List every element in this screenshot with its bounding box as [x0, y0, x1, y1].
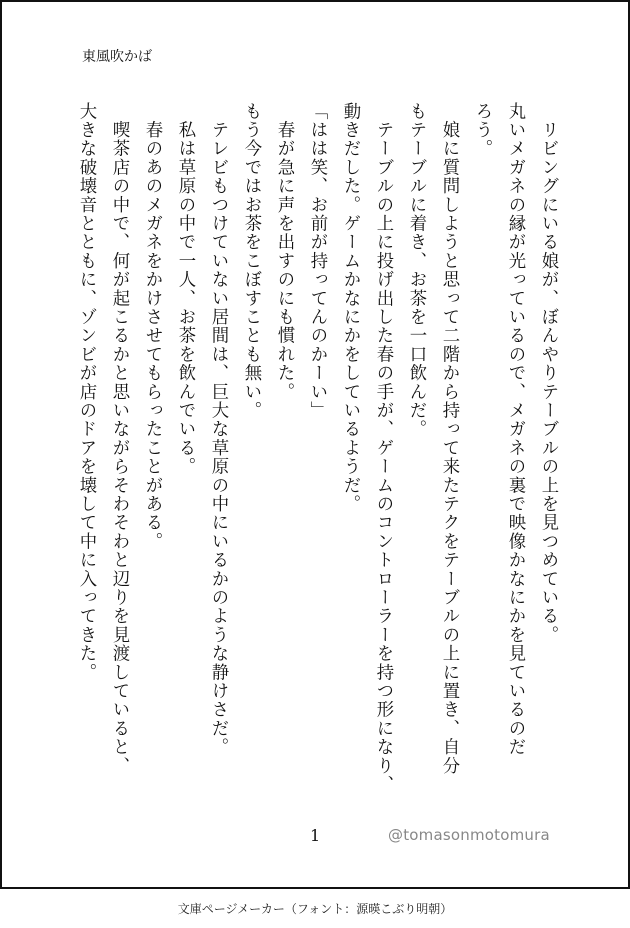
story-title: 東風吹かば: [82, 49, 152, 65]
text-line-6: テーブルの上に投げ出した春の手が、ゲームのコントローラーを持つ形になり、: [373, 102, 393, 794]
text-line-11: テレビもつけていない居間は、巨大な草原の中にいるかのような静けさだ。: [208, 102, 228, 757]
text-line-9: 春が急に声を出すのにも慣れた。: [274, 102, 294, 402]
text-line-4: 娘に質問しようと思って二階から持って来たテクをテーブルの上に置き、自分: [439, 102, 459, 776]
text-line-15: 大きな破壊音とともに、ゾンビが店のドアを壊して中に入ってきた。: [76, 102, 96, 682]
text-line-10: もう今ではお茶をこぼすことも無い。: [241, 102, 261, 420]
footer-credit: 文庫ページメーカー（フォント：源暎こぶり明朝）: [177, 902, 453, 916]
text-line-14: 喫茶店の中で、何が起こるかと思いながらそわそわと辺りを見渡していると、: [109, 102, 129, 776]
vertical-text-body: [76, 102, 566, 792]
author-handle: @tomasonmotomura: [388, 826, 550, 844]
page-number: 1: [310, 826, 321, 845]
text-line-12: 私は草原の中で一人、お茶を飲んでいる。: [175, 102, 195, 476]
text-line-8: 「はは笑、お前が持ってんのかーい」: [307, 102, 327, 420]
text-line-5: もテーブルに着き、お茶を一口飲んだ。: [406, 102, 426, 439]
text-line-2: 丸いメガネの縁が光っているので、メガネの裏で映像かなにかを見ているのだ: [505, 102, 525, 757]
text-line-3: ろう。: [472, 102, 492, 159]
text-line-7: 動きだした。ゲームかなにかをしているようだ。: [340, 102, 360, 514]
text-line-1: リビングにいる娘が、ぼんやりテーブルの上を見つめている。: [538, 102, 558, 645]
text-line-13: 春のあのメガネをかけさせてもらったことがある。: [142, 102, 162, 551]
